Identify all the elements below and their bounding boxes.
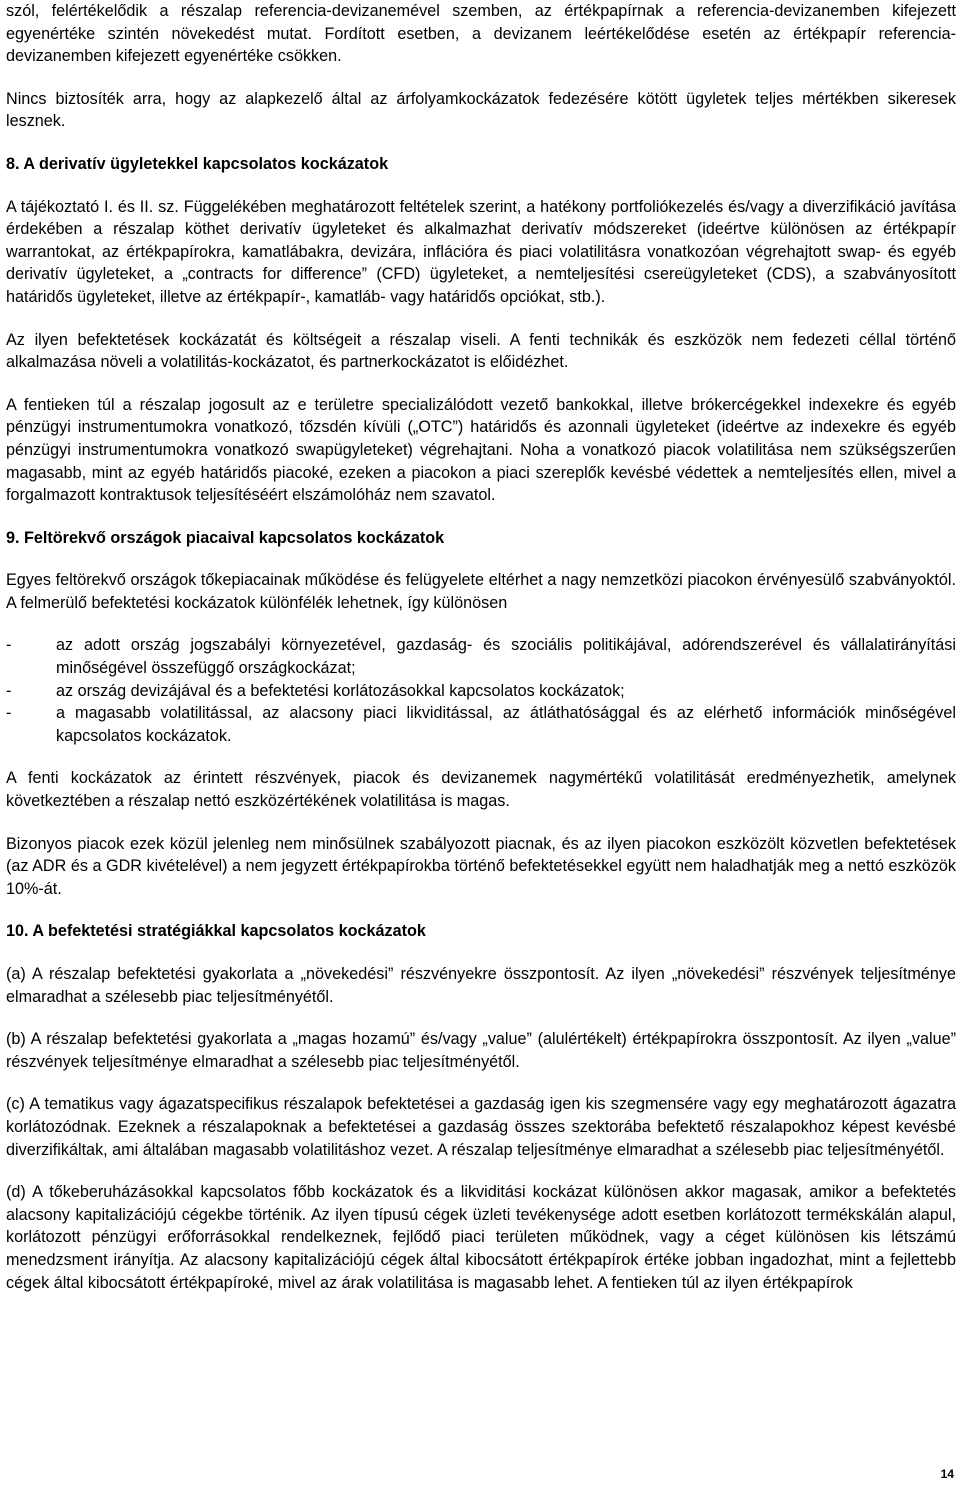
paragraph-volatility: A fenti kockázatok az érintett részvények, piacok és devizanemek nagymértékű volatilitását eredményezhetik, amelynek következtében a részalap nettó eszközértékének volatilitása is magas. — [6, 769, 956, 811]
paragraph-unregulated-markets: Bizonyos piacok ezek közül jelenleg nem minősülnek szabályozott piacnak, és az ilyen piacokon eszközölt közvetlen befektetések (az ADR és a GDR kivételével) a nem jegyzett értékpapírokba történő befektetésekkel együtt nem haladhatják meg a nettó eszközök 10%-át. — [6, 834, 956, 898]
list-dash: - — [6, 636, 12, 655]
heading-section-9: 9. Feltörekvő országok piacaival kapcsolatos kockázatok — [6, 528, 445, 547]
paragraph-strategy-d: (d) A tőkeberuházásokkal kapcsolatos főbb kockázatok és a likviditási kockázat különösen akkor magasak, amikor a befektetés alacsony kapitalizációjú cégekbe történik. Az ilyen típusú cégek üzleti tevékenysége adott esetben korlátozott termékskálán alapul, korlátozott pénzügyi erőforrásokkal rendelkeznek, fejlődő piaci területen működnek, vagy a céget különösen kis létszámú menedzsment irányítja. Az alacsony kapitalizációjú cégek által kibocsátott értékpapírok értéke jobban ingadozhat, mint a fejlettebb cégek által kibocsátott értékpapíroké, mivel az árak volatilitása is magasabb lehet. A fentieken túl az ilyen értékpapírok — [6, 1183, 956, 1292]
heading-section-8: 8. A derivatív ügyletekkel kapcsolatos kockázatok — [6, 154, 389, 173]
risk-list — [6, 634, 956, 747]
paragraph-strategy-b: (b) A részalap befektetési gyakorlata a „magas hozamú” és/vagy „value” (alulértékelt) értékpapírokra összpontosít. Az ilyen „value” részvények teljesítménye elmaradhat a szélesebb piac teljesítményétől. — [6, 1030, 956, 1071]
paragraph-otc: A fentieken túl a részalap jogosult az e területre specializálódott vezető bankokkal, illetve brókercégekkel indexekre és egyéb pénzügyi instrumentumokra vonatkozó, tőzsdén kívüli („OTC”) határidős és azonnali ügyleteket (ideértve az indexekre és egyéb pénzügyi instrumentumokra vonatkozó swapügyleteket) végrehajtani. Noha a vonatkozó piacok volatilitása nem szükségszerűen magasabb, mint az egyéb határidős piacoké, ezeken a piacokon a piaci szereplők kevésbé védettek a nemteljesítés ellen, mivel a forgalmazott kontraktusok teljesítéséért elszámolóház nem szavatol. — [6, 395, 956, 505]
list-item-text: az adott ország jogszabályi környezetével, gazdaság- és szociális politikájával, adórendszerével és vállalatirányítási minőségével összefüggő országkockázat; — [56, 636, 956, 678]
list-item-text: az ország devizájával és a befektetési korlátozásokkal kapcsolatos kockázatok; — [56, 681, 625, 700]
list-dash: - — [6, 681, 12, 700]
paragraph-emerging-markets: Egyes feltörekvő országok tőkepiacainak működése és felügyelete eltérhet a nagy nemzetközi piacokon érvényesülő szabványoktól. A felmerülő befektetési kockázatok különfélék lehetnek, így különösen — [6, 571, 956, 612]
list-item-text: a magasabb volatilitással, az alacsony piaci likviditással, az átláthatósággal és az elérhető információk minőségével kapcsolatos kockázatok. — [56, 704, 956, 745]
list-item — [6, 634, 956, 679]
paragraph-derivative-costs: Az ilyen befektetések kockázatát és költségeit a részalap viseli. A fenti technikák és eszközök nem fedezeti céllal történő alkalmazása növeli a volatilitás-kockázatot, és partnerkockázatot is előidézhet. — [6, 330, 956, 372]
paragraph-strategy-a: (a) A részalap befektetési gyakorlata a „növekedési” részvényekre összpontosít. Az ilyen „növekedési” részvények teljesítménye elmaradhat a szélesebb piac teljesítményétől. — [6, 965, 956, 1006]
list-item — [6, 680, 956, 703]
page-number: 14 — [940, 1467, 954, 1481]
list-item — [6, 702, 956, 747]
heading-section-10: 10. A befektetési stratégiákkal kapcsolatos kockázatok — [6, 922, 426, 941]
document-page — [6, 0, 956, 1294]
paragraph-hedging-no-guarantee: Nincs biztosíték arra, hogy az alapkezelő által az árfolyamkockázatok fedezésére kötött ügyletek teljes mértékben sikeresek lesznek. — [6, 89, 956, 131]
list-dash: - — [6, 704, 12, 723]
paragraph-strategy-c: (c) A tematikus vagy ágazatspecifikus részalapok befektetései a gazdaság igen kis szegmensére vagy egy meghatározott ágazatra korlátozódnak. Ezeknek a részalapoknak a befektetései a gazdaság összes szektorába befektető részalapokhoz képest kevésbé diverzifikáltak, ami általában magasabb volatilitáshoz vezet. A részalap teljesítménye elmaradhat a szélesebb piac teljesítményétől. — [6, 1095, 956, 1159]
paragraph-derivatives: A tájékoztató I. és II. sz. Függelékében meghatározott feltételek szerint, a hatékony portfoliókezelés és/vagy a diverzifikáció javítása érdekében a részalap köthet derivatív ügyleteket és alkalmazhat derivatív módszereket (ideértve különösen az értékpapír warrantokat, az értékpapírokra, kamatlábakra, devizára, inflációra és piaci volatilitásra vonatkozóan végrehajtott swap- és egyéb derivatív ügyleteket, a „contracts for difference” (CFD) ügyleteket, a nemteljesítési csereügyleteket (CDS), a szabványosított határidős ügyleteket, illetve az értékpapír-, kamatláb- vagy határidős opciókat, stb.). — [6, 197, 956, 306]
paragraph-currency-risk: szól, felértékelődik a részalap referencia-devizanemével szemben, az értékpapírnak a referencia-devizanemben kifejezett egyenértéke szintén növekedést mutat. Fordított esetben, a devizanem leértékelődése esetén az értékpapír referencia-devizanemben kifejezett egyenértéke csökken. — [6, 2, 956, 66]
